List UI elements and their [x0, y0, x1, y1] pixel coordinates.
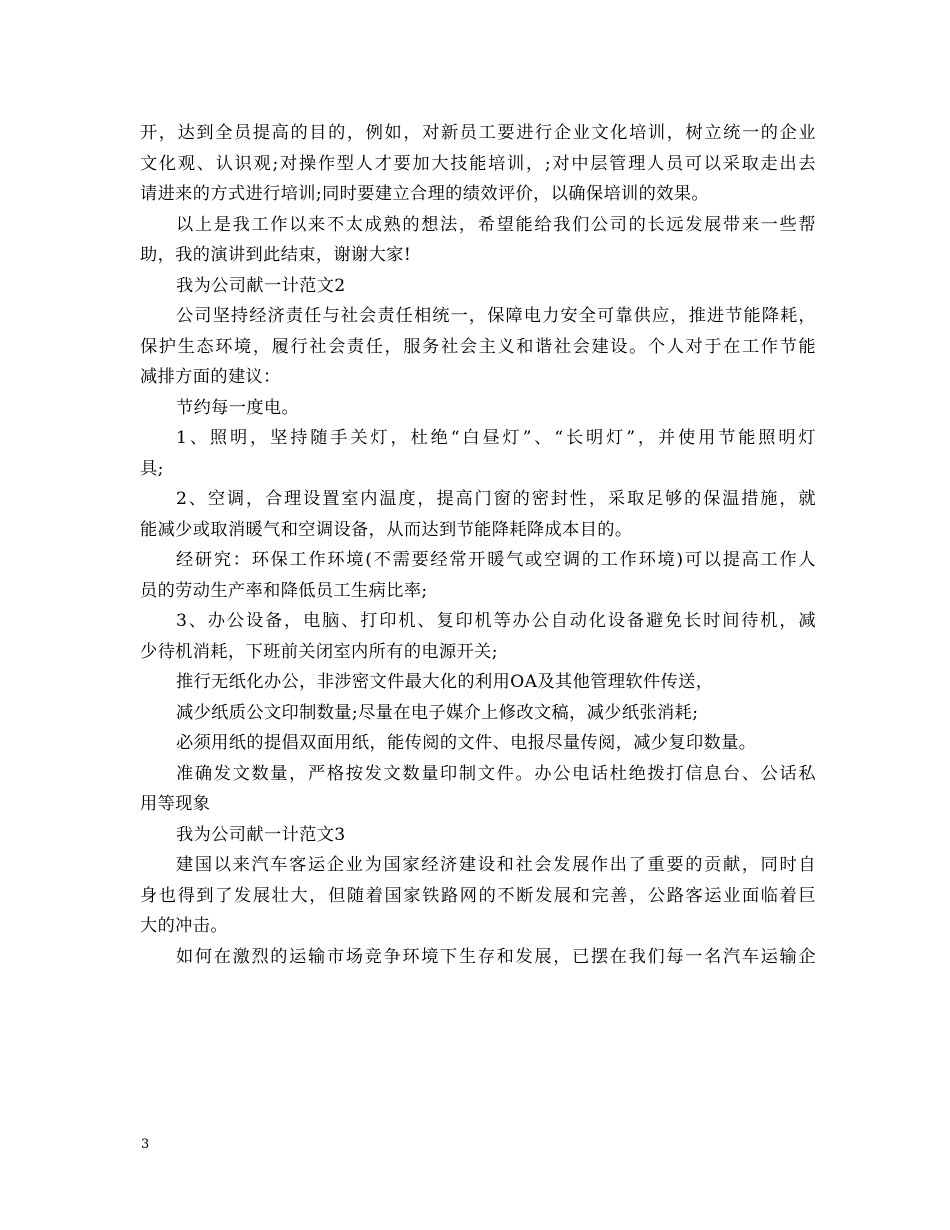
text-line: 减排方面的建议：: [140, 367, 281, 387]
text-line: 1、照明，坚持随手关灯，杜绝“白昼灯”、“长明灯”，并使用节能照明灯: [176, 428, 816, 448]
text-line: 3、办公设备，电脑、打印机、复印机等办公自动化设备避免长时间待机，减: [176, 611, 816, 631]
text-line: 用等现象: [140, 794, 211, 814]
text-line: 助，我的演讲到此结束，谢谢大家!: [140, 245, 412, 265]
text-line: 经研究：环保工作环境(不需要经常开暖气或空调的工作环境)可以提高工作人: [176, 550, 816, 570]
section-heading: 我为公司献一计范文2: [176, 275, 346, 296]
text-line: 必须用纸的提倡双面用纸，能传阅的文件、电报尽量传阅，减少复印数量。: [176, 733, 757, 753]
document-body: [140, 118, 816, 972]
page-number: 3: [141, 1137, 150, 1152]
text-line: 身也得到了发展壮大，但随着国家铁路网的不断发展和完善，公路客运业面临着巨: [140, 885, 816, 906]
text-line: 少待机消耗，下班前关闭室内所有的电源开关;: [140, 641, 498, 662]
text-line: 文化观、认识观;对操作型人才要加大技能培训，;对中层管理人员可以采取走出去: [140, 153, 816, 174]
text-line: 大的冲击。: [140, 916, 228, 936]
text-line: 以上是我工作以来不太成熟的想法，希望能给我们公司的长远发展带来一些帮: [176, 214, 816, 235]
text-line: 2、空调，合理设置室内温度，提高门窗的密封性，采取足够的保温措施，就: [176, 489, 816, 509]
text-line: 节约每一度电。: [176, 397, 300, 418]
text-line: 公司坚持经济责任与社会责任相统一，保障电力安全可靠供应，推进节能降耗，: [176, 306, 816, 326]
text-line: 员的劳动生产率和降低员工生病比率;: [140, 580, 428, 601]
text-line: 具;: [140, 458, 164, 479]
text-line: 保护生态环境，履行社会责任，服务社会主义和谐社会建设。个人对于在工作节能: [140, 336, 816, 357]
text-line: 减少纸质公文印制数量;尽量在电子媒介上修改文稿，减少纸张消耗;: [176, 702, 699, 723]
text-line: 建国以来汽车客运企业为国家经济建设和社会发展作出了重要的贡献，同时自: [176, 855, 816, 875]
text-line: 准确发文数量，严格按发文数量印制文件。办公电话杜绝拨打信息台、公话私: [176, 763, 816, 784]
section-heading: 我为公司献一计范文3: [176, 824, 346, 845]
text-line: 开，达到全员提高的目的，例如，对新员工要进行企业文化培训，树立统一的企业: [140, 123, 816, 143]
text-line: 推行无纸化办公，非涉密文件最大化的利用OA及其他管理软件传送，: [176, 672, 714, 692]
text-line: 如何在激烈的运输市场竞争环境下生存和发展，已摆在我们每一名汽车运输企: [176, 946, 816, 967]
text-line: 请进来的方式进行培训;同时要建立合理的绩效评价，以确保培训的效果。: [140, 184, 709, 204]
text-line: 能减少或取消暖气和空调设备，从而达到节能降耗降成本目的。: [140, 519, 633, 540]
